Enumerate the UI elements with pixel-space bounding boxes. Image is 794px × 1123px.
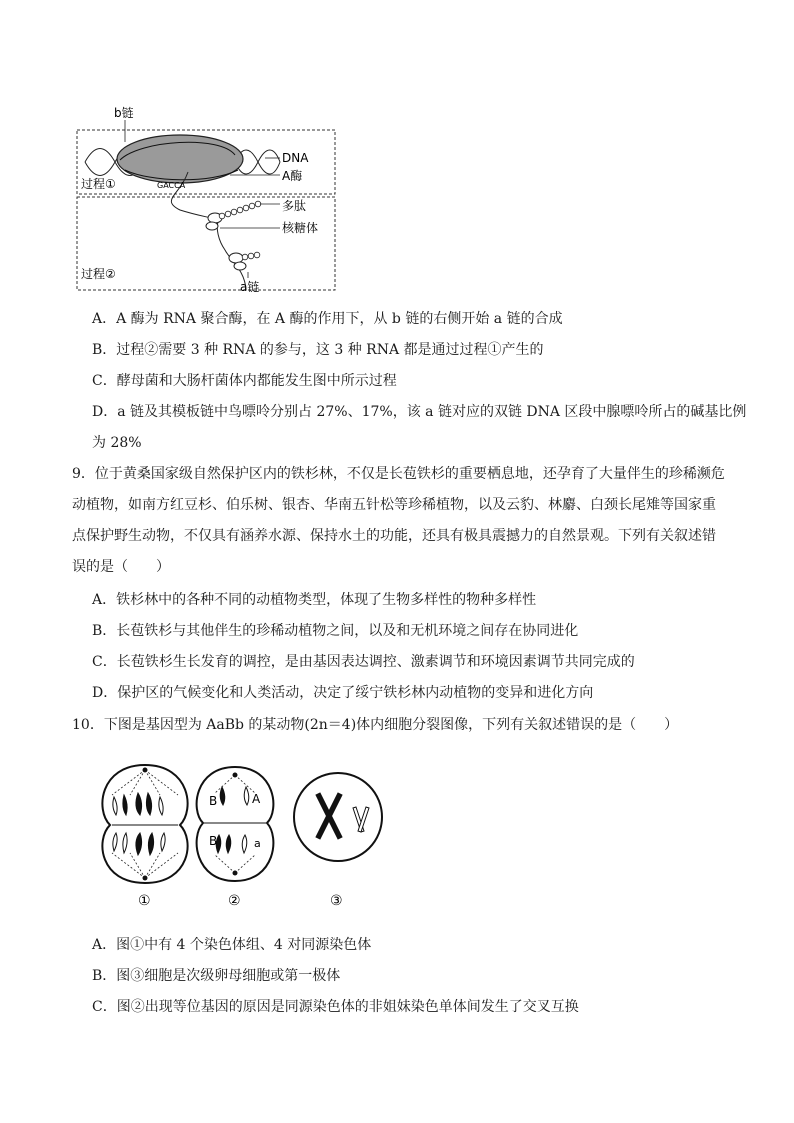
- sequence-label: GACCA: [157, 181, 186, 190]
- q10-stem: 10．下图是基因型为 AaBb 的某动物(2n＝4)体内细胞分裂图像，下列有关叙述错误的是（ ）: [72, 717, 679, 733]
- cell-2-gene-B-top: B: [209, 794, 218, 808]
- a-chain-label: a链: [240, 280, 260, 294]
- cell-2-gene-a-bottom: a: [254, 837, 261, 850]
- q8-option-b: B．过程②需要 3 种 RNA 的参与，这 3 种 RNA 都是通过过程①产生的: [92, 342, 544, 358]
- q9-stem-line2: 动植物，如南方红豆杉、伯乐树、银杏、华南五针松等珍稀植物，以及云豹、林麝、白颈长尾雉等国家重: [72, 497, 716, 513]
- cell-1-outline: [102, 765, 187, 883]
- q10-option-c: C．图②出现等位基因的原因是同源染色体的非姐妹染色单体间发生了交叉互换: [92, 999, 579, 1015]
- cell-2-centrosome-bottom: [233, 871, 238, 876]
- q9-stem-line4: 误的是（ ）: [72, 559, 170, 575]
- q10-option-a: A．图①中有 4 个染色体组、4 对同源染色体: [92, 937, 372, 953]
- cell-2-centrosome-top: [233, 773, 238, 778]
- cell-2-outline: [197, 767, 274, 881]
- enzyme-label: A酶: [282, 169, 303, 183]
- cell-1-centrosome-bottom: [143, 876, 148, 881]
- cell-2-gene-A-top: A: [252, 792, 261, 806]
- q9-option-d: D．保护区的气候变化和人类活动，决定了绥宁铁杉林内动植物的变异和进化方向: [92, 685, 594, 701]
- process1-label: 过程①: [81, 177, 116, 191]
- peptide-label: 多肽: [282, 199, 307, 213]
- q8-option-c: C．酵母菌和大肠杆菌体内都能发生图中所示过程: [92, 373, 397, 389]
- transcription-translation-figure: [70, 100, 350, 295]
- ribosome-label: 核糖体: [282, 221, 319, 235]
- q9-option-c: C．长苞铁杉生长发育的调控，是由基因表达调控、激素调节和环境因素调节共同完成的: [92, 654, 635, 670]
- process2-label: 过程②: [81, 267, 116, 281]
- cell-division-figure: [90, 755, 400, 915]
- q8-option-d-line1: D．a 链及其模板链中鸟嘌呤分别占 27%、17%，该 a 链对应的双链 DNA 区段中腺嘌呤所占的碱基比例: [92, 404, 747, 420]
- cell-1-centrosome-top: [143, 768, 148, 773]
- dna-label: DNA: [282, 151, 309, 165]
- cell-3-number: ③: [330, 893, 343, 909]
- cell-1-number: ①: [138, 893, 151, 909]
- q9-option-a: A．铁杉林中的各种不同的动植物类型，体现了生物多样性的物种多样性: [92, 592, 537, 608]
- cell-2-number: ②: [228, 893, 241, 909]
- q8-option-d-line2: 为 28%: [92, 435, 142, 451]
- cell-2-gene-B-bottom: B: [209, 834, 218, 848]
- q8-option-a: A．A 酶为 RNA 聚合酶，在 A 酶的作用下，从 b 链的右侧开始 a 链的合成: [92, 311, 563, 327]
- b-chain-label: b链: [114, 106, 134, 120]
- peptide-chain-long: [219, 201, 261, 219]
- cell-3-outline: [294, 773, 382, 861]
- peptide-chain-short: [242, 252, 260, 260]
- q9-stem-line3: 点保护野生动物，不仅具有涵养水源、保持水土的功能，还具有极具震撼力的自然景观。下列有关叙述错: [72, 528, 716, 544]
- ribosome-2: [206, 222, 218, 230]
- q9-option-b: B．长苞铁杉与其他伴生的珍稀动植物之间，以及和无机环境之间存在协同进化: [92, 623, 579, 639]
- ribosome-4: [234, 262, 246, 270]
- q10-option-b: B．图③细胞是次级卵母细胞或第一极体: [92, 968, 341, 984]
- q9-stem-line1: 9．位于黄桑国家级自然保护区内的铁杉林，不仅是长苞铁杉的重要栖息地，还孕育了大量伴生的珍稀濒危: [72, 466, 725, 482]
- ribosome-3: [229, 253, 243, 263]
